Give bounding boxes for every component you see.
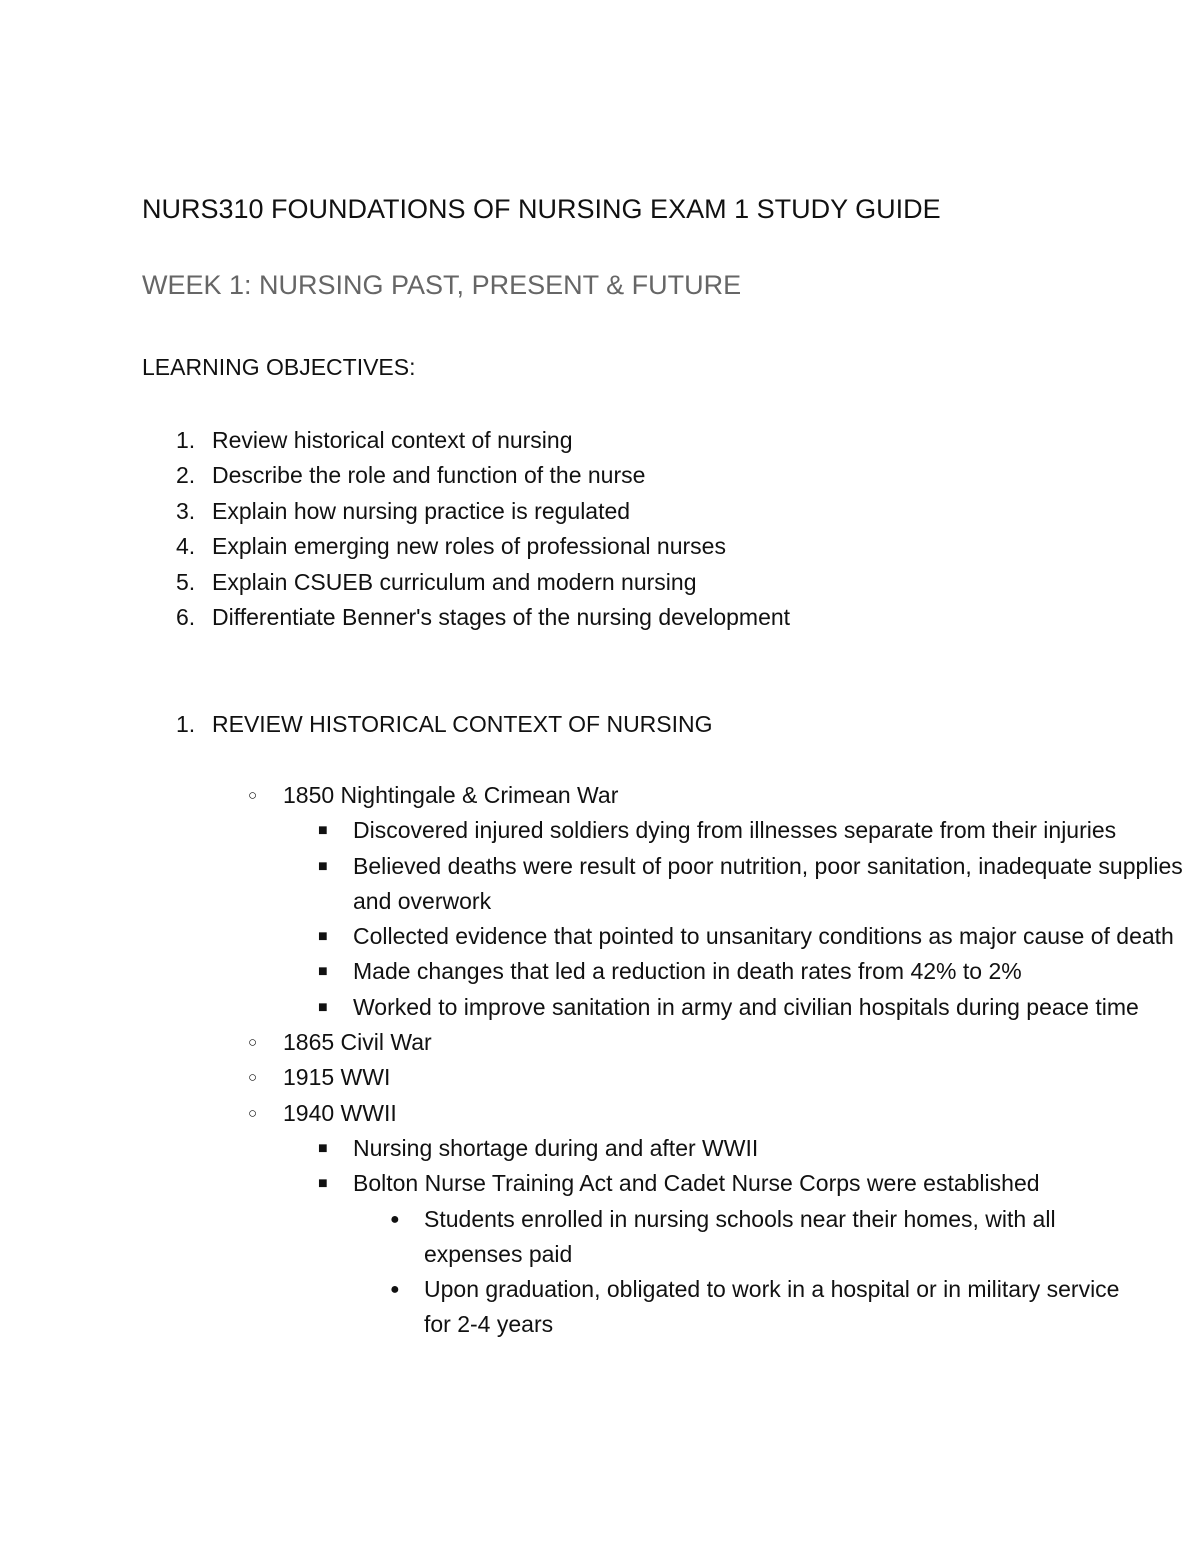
hollow-circle-bullet-icon: ○: [248, 1104, 258, 1122]
objective-text: Explain how nursing practice is regulated: [212, 497, 631, 524]
sub-item-text: Made changes that led a reduction in death rates from 42% to 2%: [353, 958, 1022, 985]
history-item-text: 1850 Nightingale & Crimean War: [283, 782, 619, 808]
sub-sub-item-text: Students enrolled in nursing schools near their homes, with all expenses paid: [424, 1205, 1056, 1267]
section-number: 1.: [176, 711, 196, 737]
objective-text: Explain emerging new roles of professional nurses: [212, 533, 726, 560]
history-item: [0, 778, 1200, 1025]
square-bullet-icon: ■: [318, 822, 328, 840]
learning-objectives-list: [142, 423, 790, 635]
section-heading-text: REVIEW HISTORICAL CONTEXT OF NURSING: [212, 711, 713, 737]
filled-circle-bullet-icon: ●: [390, 1281, 400, 1299]
sub-item: [0, 990, 1193, 1025]
objective-item: [142, 423, 790, 458]
history-item-text: 1865 Civil War: [283, 1029, 432, 1056]
square-bullet-icon: ■: [318, 1139, 328, 1157]
objective-item: [142, 494, 790, 529]
history-item: [0, 1060, 1200, 1095]
objective-item: [142, 565, 790, 600]
sub-item: [0, 919, 1193, 954]
section-heading: [142, 707, 713, 742]
history-item-text: 1915 WWI: [283, 1064, 391, 1091]
objective-text: Describe the role and function of the nurse: [212, 462, 646, 489]
objective-item: [142, 458, 790, 493]
sub-item-text: Bolton Nurse Training Act and Cadet Nurse Corps were established: [353, 1170, 1040, 1197]
learning-objectives-heading: LEARNING OBJECTIVES:: [142, 354, 416, 380]
objective-item: [142, 600, 790, 635]
objective-number: 1.: [176, 427, 196, 453]
objective-number: 6.: [176, 603, 196, 630]
hollow-circle-bullet-icon: ○: [248, 1069, 258, 1087]
sub-item: [0, 954, 1193, 989]
history-list: [0, 778, 1200, 1343]
sub-sub-item: [0, 1202, 1124, 1273]
square-bullet-icon: ■: [318, 928, 328, 946]
section-heading-list: [142, 707, 713, 742]
sub-item-text: Believed deaths were result of poor nutrition, poor sanitation, inadequate supplies and overwork: [353, 852, 1183, 914]
history-item: [0, 1096, 1200, 1343]
sub-item-text: Worked to improve sanitation in army and civilian hospitals during peace time: [353, 993, 1139, 1020]
objective-text: Differentiate Benner's stages of the nursing development: [212, 603, 791, 630]
history-item-text: 1940 WWII: [283, 1099, 397, 1126]
square-bullet-icon: ■: [318, 998, 328, 1016]
sub-item: [0, 813, 1193, 848]
week-heading: WEEK 1: NURSING PAST, PRESENT & FUTURE: [142, 270, 742, 300]
objective-number: 4.: [176, 533, 196, 560]
objective-text: Explain CSUEB curriculum and modern nursing: [212, 568, 697, 595]
sub-item-text: Collected evidence that pointed to unsanitary conditions as major cause of death: [353, 923, 1174, 950]
document-title: NURS310 FOUNDATIONS OF NURSING EXAM 1 STUDY GUIDE: [142, 194, 941, 224]
square-bullet-icon: ■: [318, 963, 328, 981]
sub-item-text: Discovered injured soldiers dying from illnesses separate from their injuries: [353, 817, 1117, 844]
objective-item: [142, 529, 790, 564]
sub-sub-item: [0, 1272, 1124, 1343]
hollow-circle-bullet-icon: ○: [248, 1034, 258, 1052]
sub-list: [283, 1131, 1200, 1343]
objective-number: 5.: [176, 568, 196, 595]
square-bullet-icon: ■: [318, 857, 328, 875]
sub-item: [0, 1131, 1193, 1166]
sub-sub-item-text: Upon graduation, obligated to work in a hospital or in military service for 2-4 years: [424, 1276, 1120, 1338]
sub-item: [0, 849, 1193, 920]
objective-number: 2.: [176, 462, 196, 489]
sub-item-text: Nursing shortage during and after WWII: [353, 1134, 759, 1161]
objective-text: Review historical context of nursing: [212, 427, 573, 453]
hollow-circle-bullet-icon: ○: [248, 787, 258, 804]
sub-sub-list: [353, 1202, 1193, 1343]
objective-number: 3.: [176, 497, 196, 524]
filled-circle-bullet-icon: ●: [390, 1210, 400, 1228]
sub-item: [0, 1166, 1193, 1342]
history-item: [0, 1025, 1200, 1060]
sub-list: [283, 813, 1200, 1025]
square-bullet-icon: ■: [318, 1175, 328, 1193]
